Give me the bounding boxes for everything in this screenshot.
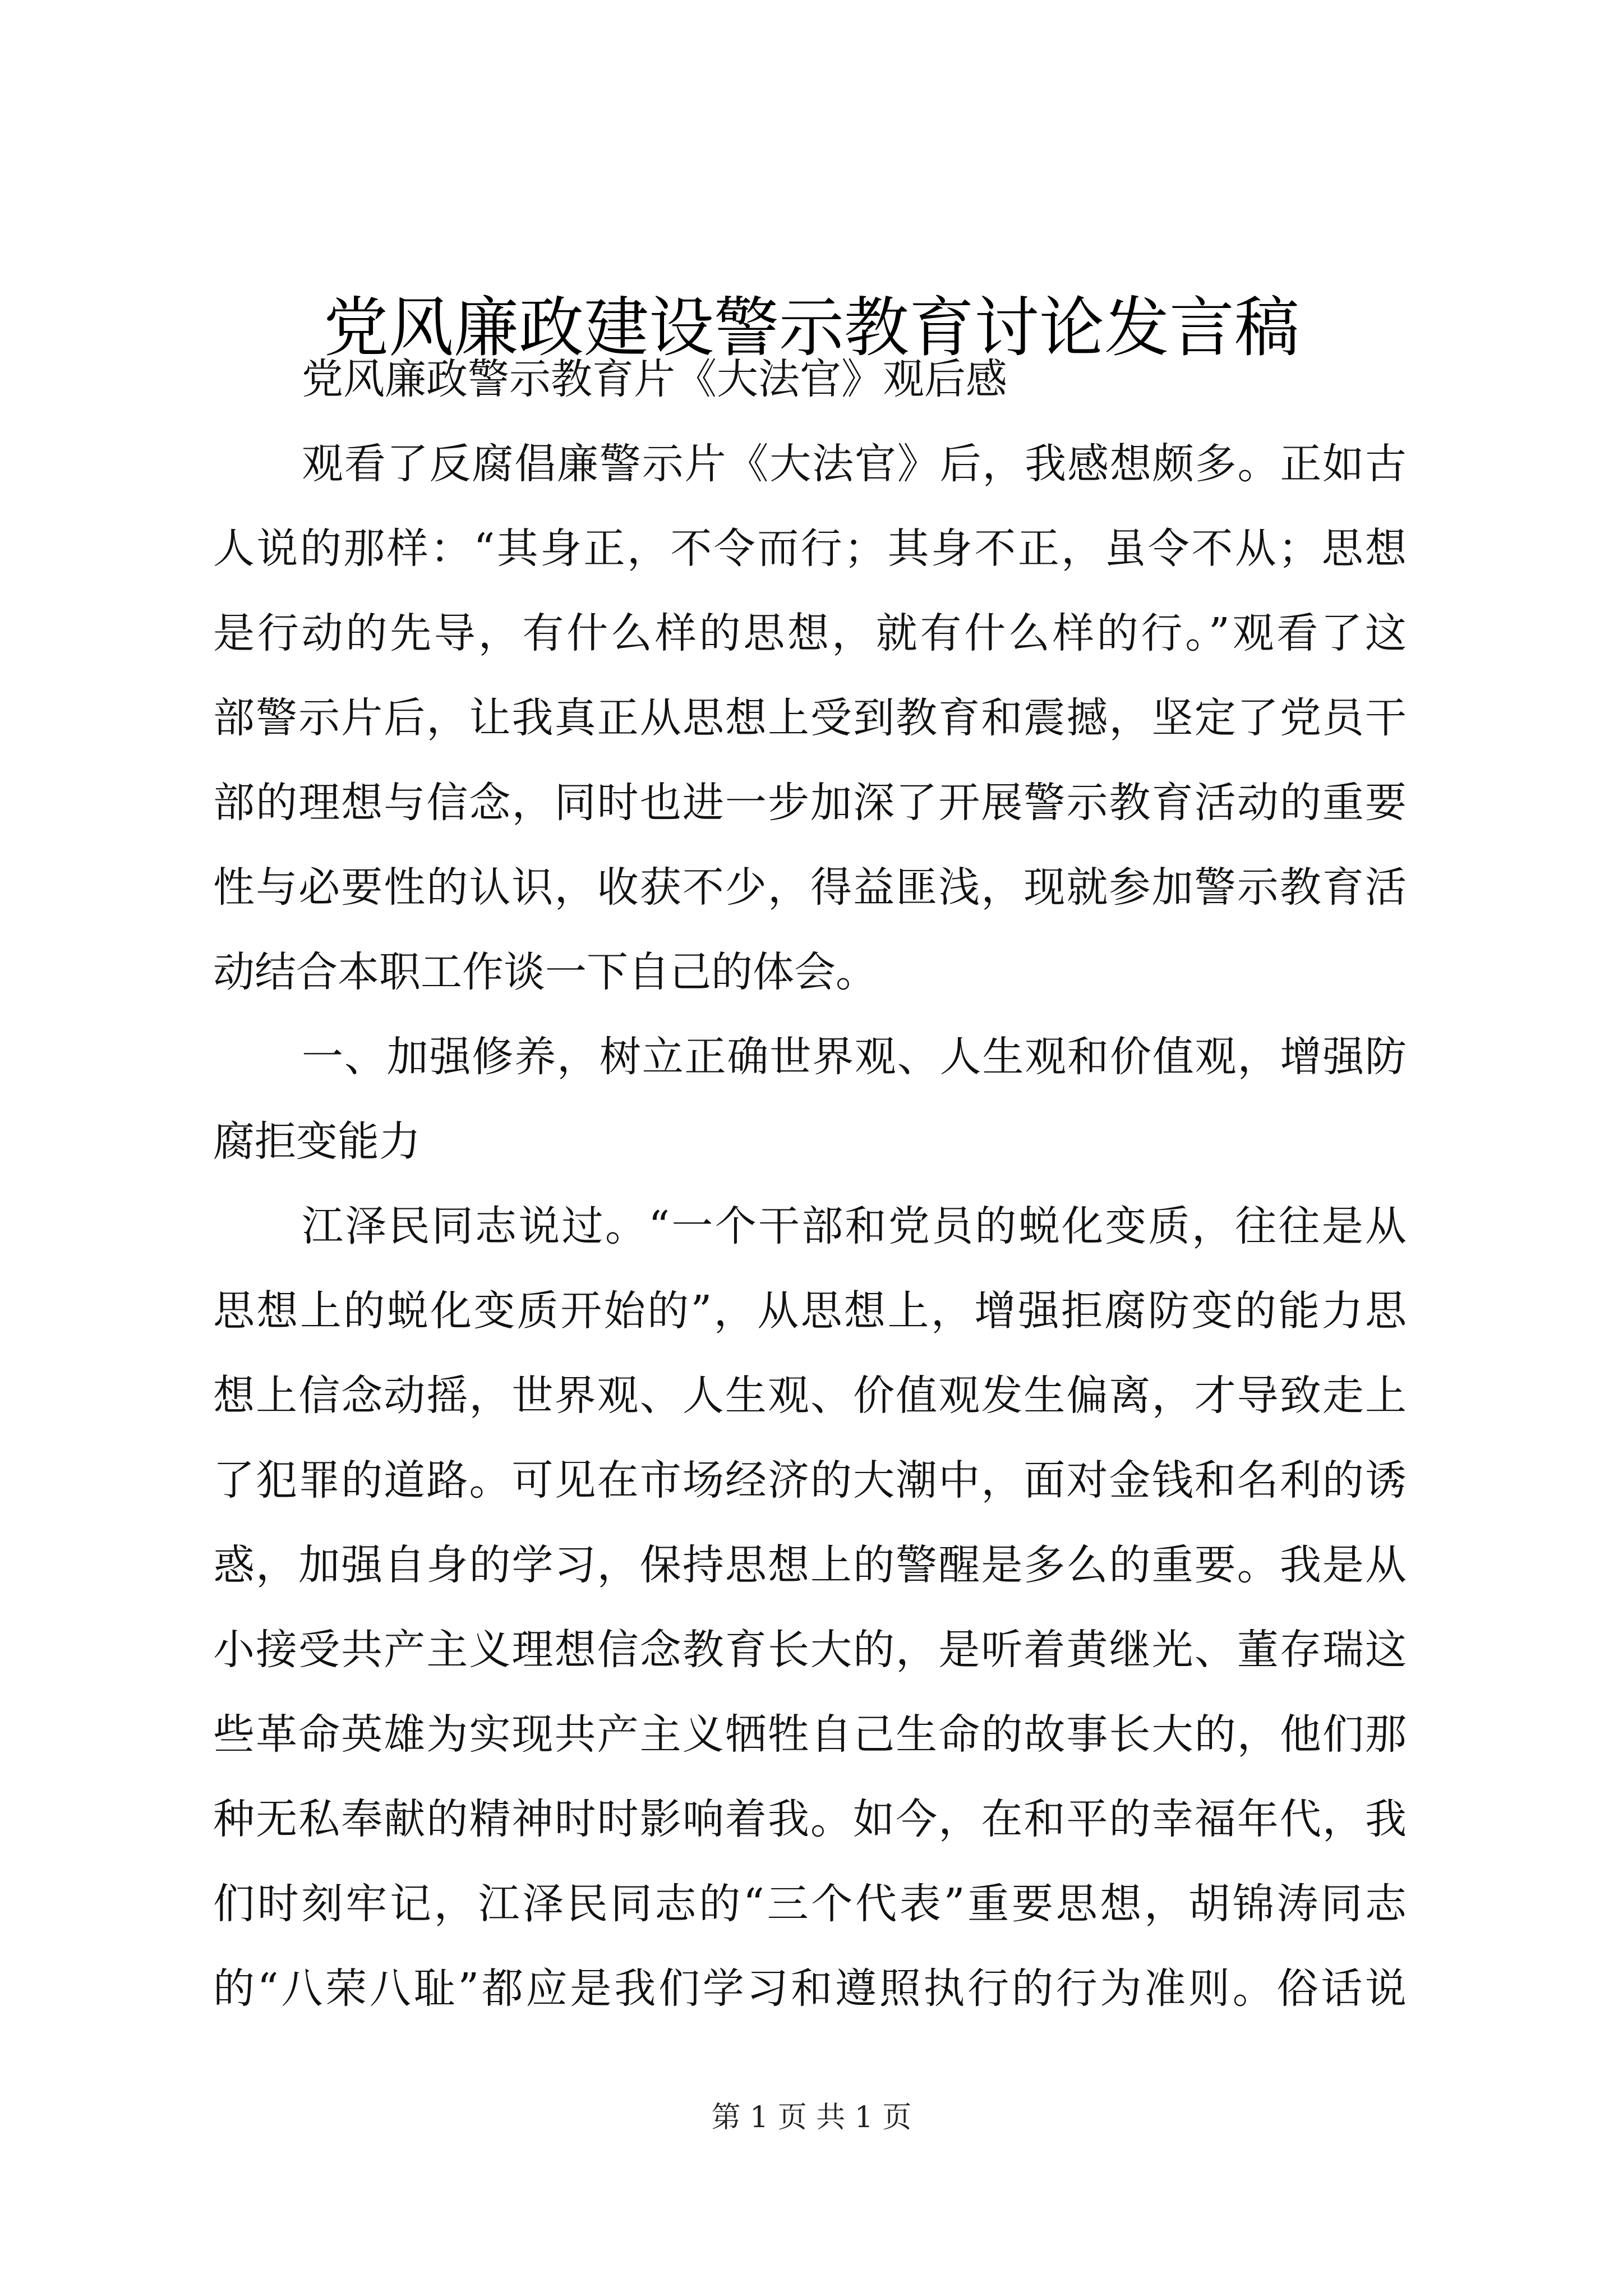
paragraph-1-line-7: 动结合本职工作谈一下自己的体会。	[213, 948, 877, 996]
paragraph-1-line-5: 部的理想与信念，同时也进一步加深了开展警示教育活动的重要	[213, 779, 1407, 827]
heading-1-line-2: 腐拒变能力	[213, 1117, 421, 1166]
paragraph-2-line-1: 江泽民同志说过。“一个干部和党员的蜕化变质，往往是从	[302, 1202, 1407, 1250]
paragraph-2-line-6: 小接受共产主义理想信念教育长大的，是听着黄继光、董存瑞这	[213, 1626, 1407, 1674]
document-title: 党风廉政建设警示教育讨论发言稿	[324, 290, 1299, 366]
paragraph-2-line-7: 些革命英雄为实现共产主义牺牲自己生命的故事长大的，他们那	[213, 1710, 1407, 1759]
paragraph-2-line-2: 思想上的蜕化变质开始的”，从思想上，增强拒腐防变的能力思	[213, 1287, 1407, 1335]
paragraph-2-line-4: 了犯罪的道路。可见在市场经济的大潮中，面对金钱和名利的诱	[213, 1456, 1407, 1504]
paragraph-2-line-3: 想上信念动摇，世界观、人生观、价值观发生偏离，才导致走上	[213, 1372, 1407, 1420]
paragraph-1-line-2: 人说的那样：“其身正，不令而行；其身不正，虽令不从；思想	[213, 524, 1407, 573]
page-footer: 第 1 页 共 1 页	[711, 2101, 912, 2134]
paragraph-2-line-10: 的“八荣八耻”都应是我们学习和遵照执行的行为准则。俗话说	[213, 1964, 1407, 2013]
subtitle-line: 党风廉政警示教育片《大法官》观后感	[302, 355, 1007, 403]
heading-1-line-1: 一、加强修养，树立正确世界观、人生观和价值观，增强防	[302, 1033, 1407, 1081]
paragraph-1-line-3: 是行动的先导，有什么样的思想，就有什么样的行。”观看了这	[213, 609, 1407, 657]
paragraph-1-line-1: 观看了反腐倡廉警示片《大法官》后，我感想颇多。正如古	[302, 440, 1407, 488]
paragraph-1-line-6: 性与必要性的认识，收获不少，得益匪浅，现就参加警示教育活	[213, 863, 1407, 912]
paragraph-2-line-9: 们时刻牢记，江泽民同志的“三个代表”重要思想，胡锦涛同志	[213, 1880, 1407, 1928]
paragraph-1-line-4: 部警示片后，让我真正从思想上受到教育和震撼，坚定了党员干	[213, 694, 1407, 742]
paragraph-2-line-5: 惑，加强自身的学习，保持思想上的警醒是多么的重要。我是从	[213, 1541, 1407, 1589]
paragraph-2-line-8: 种无私奉献的精神时时影响着我。如今，在和平的幸福年代，我	[213, 1795, 1407, 1843]
